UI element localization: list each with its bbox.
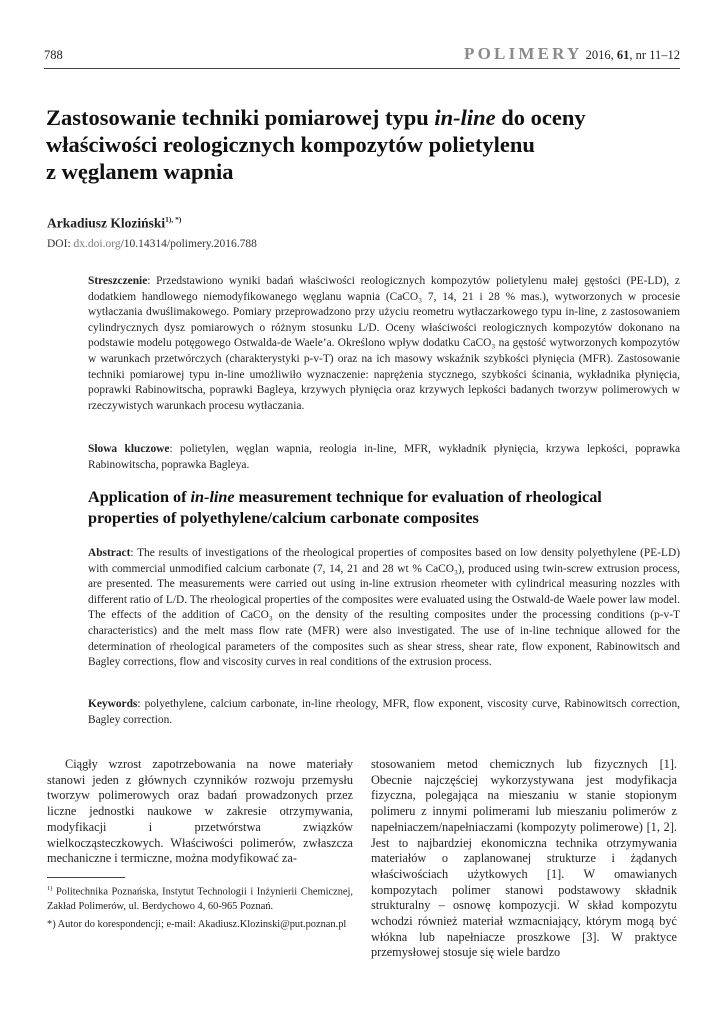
footnote-1-text: Politechnika Poznańska, Instytut Technologii i Inżynierii Chemicznej, Zakład Polimerów, ul. Berdychowo 4, 60-965 Poznań. — [47, 886, 353, 913]
author-line — [47, 215, 181, 232]
keywords-en-text: : polyethylene, calcium carbonate, in-line rheology, MFR, flow exponent, viscosity curve, Rabinowitsch correction, Bagley correction. — [88, 698, 680, 726]
body-column-left: Ciągły wzrost zapotrzebowania na nowe materiały stanowi jeden z głównych czynników rozwoju przemysłu tworzyw polimerowych oraz badań prowadzonych przez liczne jednostki naukowe w zakresie otrzymywania, modyfikacji i przetwórstwa związków wielkocząsteczkowych. Właściwości polimerów, zwłaszcza mechaniczne i termiczne, można modyfikować za- — [47, 757, 353, 866]
footnote-2-mark: *) — [47, 918, 56, 930]
abstract-pl-text: : Przedstawiono wyniki badań właściwości reologicznych kompozytów polietylenu małej gęstości (PE-LD), z dodatkiem handlowego niemodyfikowanego węglanu wapnia (CaCO₃ 7, 14, 21 i 28 % mas.), wytworzonych w procesie wytłaczania dwuślimakowego. Pomiary przeprowadzono przy użyciu reometru wytłaczarkowego typu in-line, z zastosowaniem cylindrycznych dysz pomiarowych o różnym stosunku L/D. Oceny właściwości reologicznych kompozytów dokonano na podstawie modelu potęgowego Ostwalda-de Waele’a. Określono wpływ dodatku CaCO₃ na gęstość wytworzonych kompozytów w warunkach przetwórczych (charakterystyki p-v-T) oraz na ich masowy wskaźnik szybkości płynięcia (MFR). Zastosowanie techniki pomiarowej typu in-line umożliwiło wyznaczenie: naprężenia stycznego, szybkości ścinania, wykładnika płynięcia, poprawki Rabinowitscha, poprawki Bagleya, krzywych płynięcia oraz krzywych lepkości badanych tworzyw polimerowych w rzeczywistych warunkach procesu wytłaczania. — [88, 275, 680, 412]
keywords-en-label: Keywords — [88, 698, 138, 710]
header-rule — [44, 68, 680, 69]
abstract-pl — [88, 274, 680, 414]
doi-identifier: /10.14314/polimery.2016.788 — [120, 238, 257, 250]
journal-year: 2016, — [585, 48, 614, 62]
author-name: Arkadiusz Kloziński — [47, 215, 166, 231]
keywords-en — [88, 697, 680, 728]
abstract-pl-label: Streszczenie — [88, 275, 148, 287]
footnote-affiliation — [47, 882, 353, 915]
footnotes — [47, 882, 353, 935]
footnote-rule — [47, 877, 125, 878]
journal-citation — [464, 44, 680, 64]
abstract-en — [88, 546, 680, 671]
abstract-en-label: Abstract — [88, 547, 131, 559]
page-number: 788 — [44, 48, 63, 62]
footnote-1-mark: 1) — [47, 885, 53, 892]
doi-line — [47, 238, 257, 250]
journal-issue-number: , nr 11–12 — [629, 48, 680, 62]
doi-label: DOI: — [47, 238, 74, 250]
running-header — [44, 44, 680, 66]
keywords-pl — [88, 442, 680, 473]
journal-volume: 61 — [616, 48, 630, 62]
author-affiliation-marks: 1), *) — [165, 215, 182, 224]
keywords-pl-label: Słowa kluczowe — [88, 443, 170, 455]
doi-link[interactable]: dx.doi.org — [73, 238, 121, 250]
footnote-2-text: Autor do korespondencji; e-mail: Akadiusz.Klozinski@put.poznan.pl — [55, 918, 347, 930]
article-title-pl: Zastosowanie techniki pomiarowej typu in-line do oceny właściwości reologicznych kompozytów polietylenu z węglanem wapnia — [46, 105, 586, 184]
journal-name: POLIMERY — [464, 44, 583, 63]
abstract-en-text: : The results of investigations of the rheological properties of composites based on low density polyethylene (PE-LD) with commercial unmodified calcium carbonate (7, 14, 21 and 28 wt % CaCO₃), produced using twin-screw extrusion process, are presented. The measurements were carried out using in-line extrusion rheometer with cylindrical measuring nozzles with different ratio of L/D. The rheological properties of the composites were evaluated using the Ostwald-de Waele power law model. The effects of the addition of CaCO₃ on the density of the resulting composites under the processing conditions (p-v-T characteristics) and the melt mass flow rate (MFR) were also investigated. The use of in-line technique allowed for the determination of rheological parameters of the composites such as shear stress, shear rate, flow exponent, Rabinowitsch and Bagley corrections, flow and viscosity curves in real conditions of the extrusion process. — [88, 547, 680, 669]
body-column-right: stosowaniem metod chemicznych lub fizycznych [1]. Obecnie najczęściej wykorzystywana jest modyfikacja fizyczna, polegająca na mieszaniu w stanie stopionym polimeru z innymi polimerami lub mieszaniu polimerów z napełniaczem/napełniaczami (kompozyty polimerowe) [1, 2]. Jest to najbardziej ekonomiczna technika otrzymywania materiałów o zaplanowanej strukturze i żądanych właściwościach użytkowych [1]. W omawianych kompozytach polimer stanowi podstawowy składnik strukturalny – osnowę kompozycji. W skład kompozytu wchodzi również materiał wzmacniający, którym mogą być włókna lub napełniacze proszkowe [3]. W praktyce przemysłowej stosuje się wiele bardzo — [371, 757, 677, 960]
keywords-pl-text: : polietylen, węglan wapnia, reologia in-line, MFR, wykładnik płynięcia, krzywa lepkości, poprawka Rabinowitscha, poprawka Bagleya. — [88, 443, 680, 471]
footnote-correspondence — [47, 918, 353, 933]
article-title-en: Application of in-line measurement technique for evaluation of rheological properties of polyethylene/calcium carbonate composites — [88, 488, 602, 527]
